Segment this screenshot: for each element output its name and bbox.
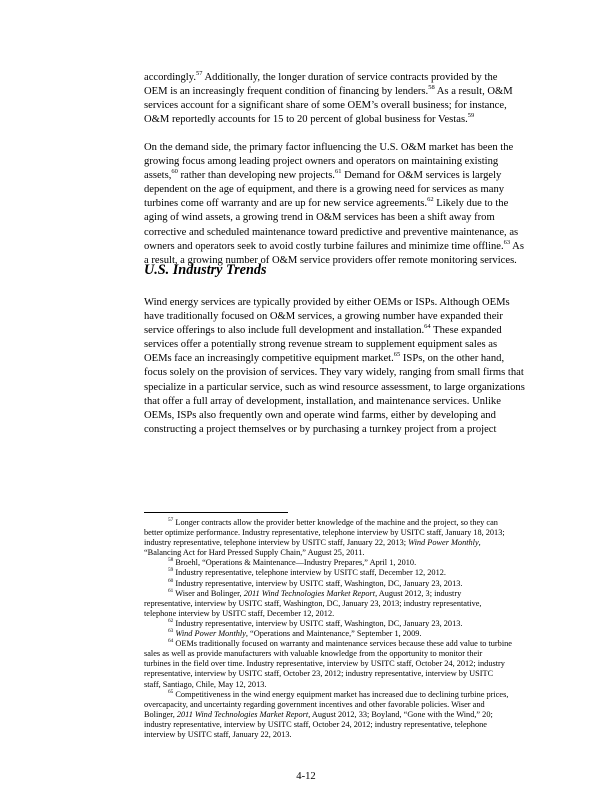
footnote-60: $^{60}$ Industry representative, interview by USITC staff, Washington, DC, January 23, 2013. bbox=[168, 577, 463, 588]
footnote-63: $^{63}$ Wind Power Monthly, “Operations and Maintenance,” September 1, 2009. bbox=[168, 628, 422, 639]
footnote-ref[interactable]: 63 bbox=[503, 238, 511, 246]
paragraph-oem-service-contracts bbox=[144, 70, 513, 127]
text-line: service offerings to also include full development and installation.$^{64}$ These expanded bbox=[144, 323, 502, 337]
footnote-58: $^{58}$ Broehl, “Operations & Maintenance—Industry Prepares,” April 1, 2010. bbox=[168, 557, 417, 568]
text-line: Wind energy services are typically provided by either OEMs or ISPs. Although OEMs bbox=[144, 297, 510, 308]
text-line: specialize in a particular service, such as wind resource assessment, to large organizations bbox=[144, 381, 525, 393]
text-line: constructing a project themselves or by purchasing a turnkey project from a project bbox=[144, 423, 497, 435]
footnotes: $^{57}$ Longer contracts allow the provider better knowledge of the machine and the project, so they can better optimize performance. Industry representative, telephone interview by USITC staff, January 18, 2013; industry representative, telephone interview by USITC staff, January 22, 2013; Wind Power Monthly, “Balancing Act for Hard Pressed Supply Chain,” August 25, 2011. $^{58}$ Broehl, “Operations & Maintenance—Industry Prepares,” April 1, 2010. $^{59}$ Industry representative, telephone interview by USITC staff, December 12, 2012. $^{60}$ Industry representative, interview by USITC staff, Washington, DC, January 23, 2013. $^{61}$ Wiser and Bolinger, 2011 Wind Technologies Market Report, August 2012, 3; industry representative, interview by USITC staff, Washington, DC, January 23, 2013; industry representative, telephone interview by USITC staff, December 12, 2012. $^{62}$ Industry representative, interview by USITC staff, Washington, DC, January 23, 2013. $^{63}$ Wind Power Monthly, “Operations and Maintenance,” September 1, 2009. $^{64}$ OEMs traditionally focused on warranty and maintenance services because these add value to turbine sales as well as provide manufacturers with valuable knowledge from the opportunity to monitor their turbines in the field over time. Industry representative, interview by USITC staff, October 24, 2012; industry representative, interview by USITC staff, October 23, 2012; industry representative, interview by USITC staff, Santiago, Chile, May 12, 2013. $^{65}$ Competitiveness in the wind energy equipment market has increased due to declining turbine prices, overcapacity, and uncertainty regarding government incentives and other favorable policies. Wiser and Bolinger, 2011 Wind Technologies Market Report, August 2012, 33; Boyland, “Gone with the Wind,” 20; industry representative, interview by USITC staff, October 24, 2012; industry representative, telephone interview by USITC staff, January 22, 2013. bbox=[144, 517, 512, 739]
footnote-59: $^{59}$ Industry representative, telephone interview by USITC staff, December 12, 2012. bbox=[168, 567, 446, 578]
section-heading: U.S. Industry Trends bbox=[144, 262, 267, 278]
text-line: services account for a significant share of some OEM’s overall business; for instance, bbox=[144, 100, 507, 112]
footnote-65: $^{65}$ Competitiveness in the wind energy equipment market has increased due to declining turbine prices, bbox=[168, 688, 509, 699]
text-line: On the demand side, the primary factor influencing the U.S. O&M market has been the bbox=[144, 142, 514, 153]
text-line: corrective and scheduled maintenance toward predictive and preventive maintenance, as bbox=[144, 226, 519, 238]
footnote-ref[interactable]: 58 bbox=[428, 84, 435, 92]
footnote-ref[interactable]: 59 bbox=[467, 112, 475, 120]
footnote-64: $^{64}$ OEMs traditionally focused on warranty and maintenance services because these add value to turbine bbox=[168, 638, 512, 649]
footnote-61: $^{61}$ Wiser and Bolinger, 2011 Wind Technologies Market Report, August 2012, 3; industry bbox=[168, 587, 462, 598]
footnote-ref[interactable]: 60 bbox=[171, 168, 178, 176]
text-line: focus solely on the provision of services. They vary widely, ranging from small firms that bbox=[144, 367, 524, 379]
text-line: have traditionally focused on O&M services, a growing number have expanded their bbox=[144, 311, 503, 323]
text-line: owners and operators seek to avoid costly turbine failures and minimize time offline.$^{63}$ As bbox=[144, 238, 524, 252]
footnote-ref[interactable]: 62 bbox=[427, 196, 434, 204]
text-line: that offer a full array of development, installation, and maintenance services. Unlike bbox=[144, 395, 501, 407]
footnote-ref[interactable]: 64 bbox=[424, 323, 431, 331]
text-line: OEMs, ISPs also frequently own and operate wind farms, either by developing and bbox=[144, 409, 496, 421]
text-line: aging of wind assets, a growing trend in O&M services has been a shift away from bbox=[144, 212, 495, 224]
paragraph-industry-trends bbox=[144, 296, 525, 437]
footnote-57: $^{57}$ Longer contracts allow the provider better knowledge of the machine and the project, so they can bbox=[168, 517, 498, 527]
text-line: services offer a potentially strong revenue stream to supplement equipment sales as bbox=[144, 339, 498, 351]
text-line: turbines come off warranty and are up for new service agreements.$^{62}$ Likely due to the bbox=[144, 196, 509, 210]
text-line: assets,$^{60}$ rather than developing new projects.$^{61}$ Demand for O&M services is largely bbox=[144, 168, 502, 182]
paragraph-demand-side bbox=[144, 141, 524, 268]
text-line: accordingly.$^{57}$ Additionally, the longer duration of service contracts provided by the bbox=[144, 70, 498, 83]
text-line: OEMs face an increasingly competitive equipment market.$^{65}$ ISPs, on the other hand, bbox=[144, 351, 505, 365]
footnote-ref[interactable]: 57 bbox=[195, 70, 203, 77]
footnote-divider bbox=[144, 512, 288, 513]
footnote-ref[interactable]: 65 bbox=[393, 351, 401, 359]
text-line: a result, a growing number of O&M service providers offer remote monitoring services. bbox=[144, 254, 517, 266]
text-line: dependent on the age of equipment, and there is a growing need for services as many bbox=[144, 184, 505, 196]
text-line: OEM is an increasingly frequent condition of financing by lenders.$^{58}$ As a result, O&M bbox=[144, 84, 513, 98]
footnote-ref[interactable]: 61 bbox=[334, 168, 342, 176]
text-line: O&M reportedly accounts for 15 to 20 percent of global business for Vestas.$^{59}$ bbox=[144, 112, 475, 126]
footnote-62: $^{62}$ Industry representative, interview by USITC staff, Washington, DC, January 23, 2013. bbox=[168, 617, 463, 628]
text-line: growing focus among leading project owners and operators on maintaining existing bbox=[144, 156, 499, 168]
page-number: 4-12 bbox=[296, 771, 316, 782]
